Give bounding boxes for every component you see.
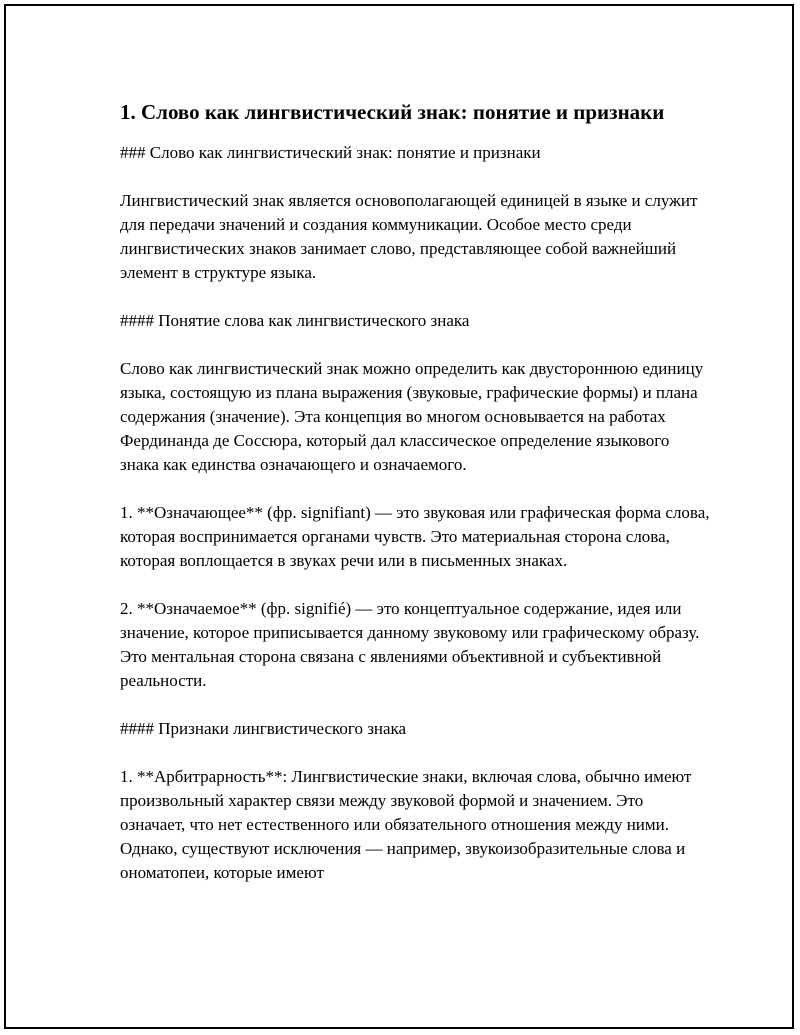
list-item-arbitrariness: 1. **Арбитрарность**: Лингвистические знаки, включая слова, обычно имеют произвольный характер связи между звуковой формой и значением. Это означает, что нет естественного или обязательного отношения между ними. Однако, существуют исключения — например, звукоизобразительные слова и ономатопеи, которые имеют (120, 767, 692, 882)
document-title: 1. Слово как лингвистический знак: понятие и признаки (120, 100, 665, 124)
heading-markdown-h3: ### Слово как лингвистический знак: понятие и признаки (120, 143, 541, 162)
list-item-signifiant: 1. **Означающее** (фр. signifiant) — это звуковая или графическая форма слова, которая воспринимается органами чувств. Это материальная сторона слова, которая воплощается в звуках речи или в письменных знаках. (120, 503, 710, 570)
paragraph-intro: Лингвистический знак является основополагающей единицей в языке и служит для передачи значений и создания коммуникации. Особое место среди лингвистических знаков занимает слово, представляющее собой важнейший элемент в структуре языка. (120, 191, 698, 282)
document-page (4, 4, 794, 1029)
heading-markdown-h4-features: #### Признаки лингвистического знака (120, 719, 407, 738)
list-item-signifie: 2. **Означаемое** (фр. signifié) — это концептуальное содержание, идея или значение, которое приписывается данному звуковому или графическому образу. Это ментальная сторона связана с явлениями объективной и субъективной реальности. (120, 599, 700, 690)
document-content (120, 99, 710, 909)
paragraph-concept: Слово как лингвистический знак можно определить как двустороннюю единицу языка, состоящую из плана выражения (звуковые, графические формы) и плана содержания (значение). Эта концепция во многом основывается на работах Фердинанда де Соссюра, который дал классическое определение языкового знака как единства означающего и означаемого. (120, 359, 704, 474)
heading-markdown-h4-concept: #### Понятие слова как лингвистического знака (120, 311, 470, 330)
